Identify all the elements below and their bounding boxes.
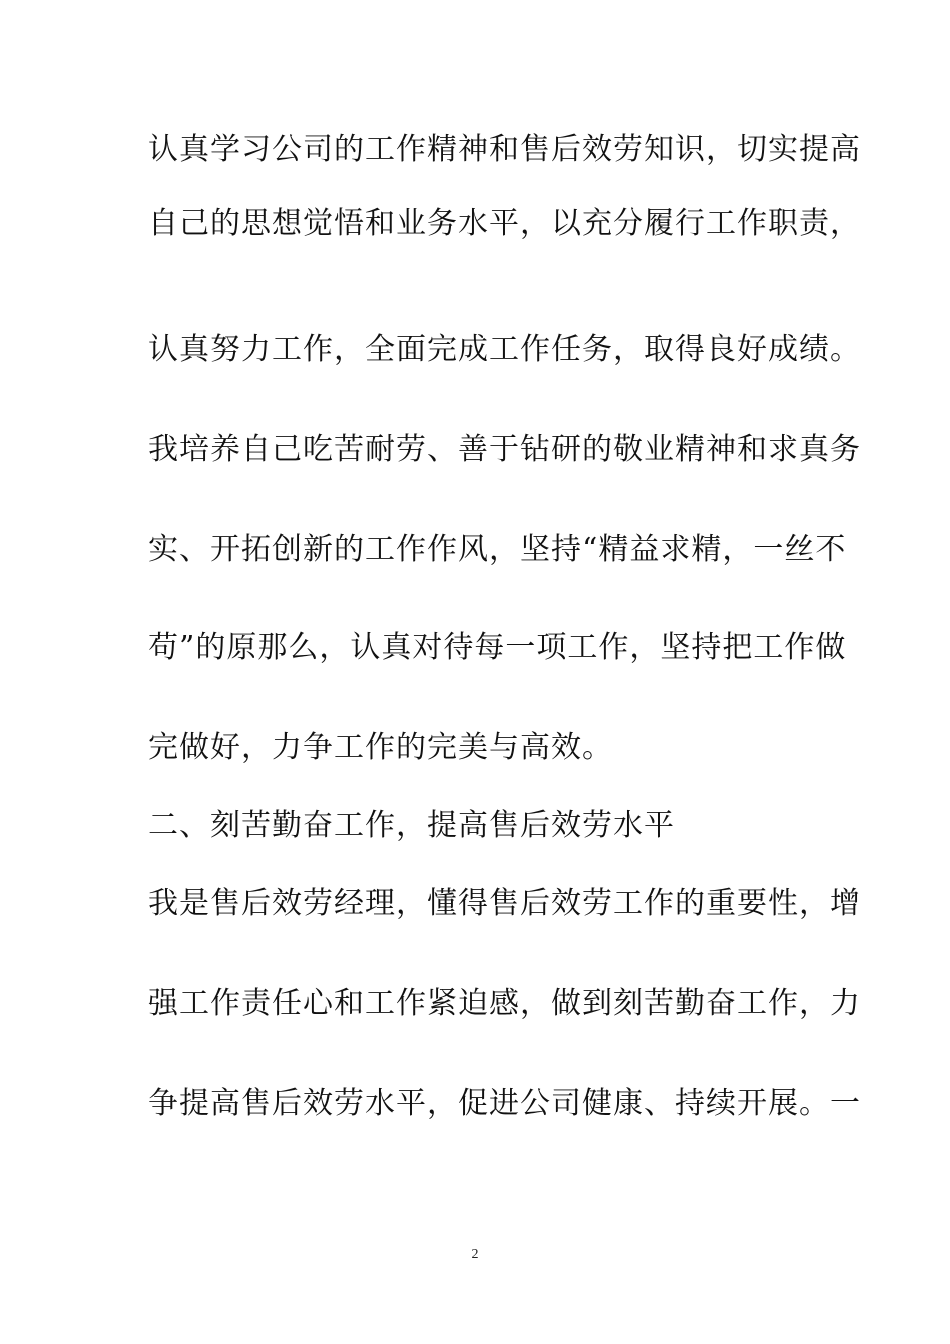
body-line: 争提高售后效劳水平，促进公司健康、持续开展。一 xyxy=(148,1086,861,1121)
body-line: 自己的思想觉悟和业务水平，以充分履行工作职责， xyxy=(148,206,861,241)
body-line: 我培养自己吃苦耐劳、善于钻研的敬业精神和求真务 xyxy=(148,432,861,467)
body-line: 认真学习公司的工作精神和售后效劳知识，切实提高 xyxy=(148,132,861,167)
body-line: 完做好，力争工作的完美与高效。 xyxy=(148,730,613,765)
body-line: 苟”的原那么，认真对待每一项工作，坚持把工作做 xyxy=(148,630,847,665)
page-number: 2 xyxy=(471,1247,479,1262)
section-heading: 二、刻苦勤奋工作，提高售后效劳水平 xyxy=(148,808,675,843)
body-line: 强工作责任心和工作紧迫感，做到刻苦勤奋工作，力 xyxy=(148,986,861,1021)
body-line: 认真努力工作，全面完成工作任务，取得良好成绩。 xyxy=(148,332,861,367)
body-line: 我是售后效劳经理，懂得售后效劳工作的重要性，增 xyxy=(148,886,861,921)
body-line: 实、开拓创新的工作作风，坚持“精益求精，一丝不 xyxy=(148,532,847,567)
